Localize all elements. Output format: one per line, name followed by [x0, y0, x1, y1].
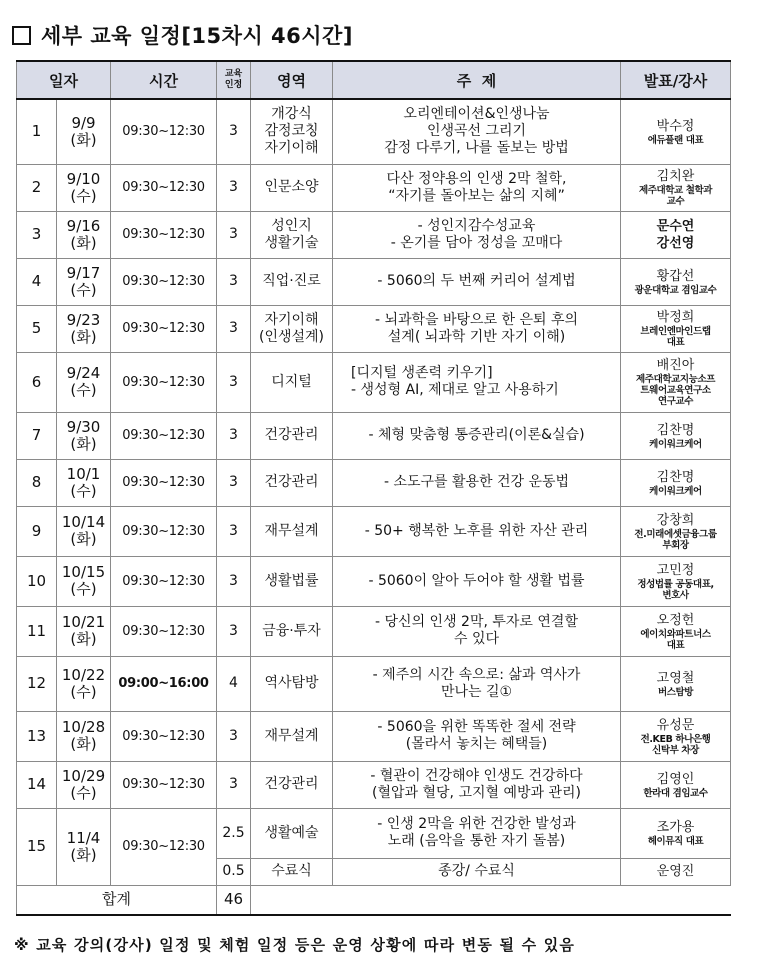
row-time: 09:30~12:30 [111, 352, 217, 412]
row-time: 09:30~12:30 [111, 412, 217, 459]
title-text: 세부 교육 일정[15차시 46시간] [41, 24, 353, 48]
row-date: 9/24 (수) [57, 352, 111, 412]
header-topic: 주 제 [333, 61, 621, 99]
row-area: 역사탐방 [251, 656, 333, 711]
row-date: 9/16 (화) [57, 211, 111, 258]
row-number: 13 [17, 711, 57, 761]
row-number: 6 [17, 352, 57, 412]
row-topic: - 성인지감수성교육 - 온기를 담아 정성을 꼬매다 [333, 211, 621, 258]
row-topic: - 소도구를 활용한 건강 운동법 [333, 459, 621, 506]
row-hours: 0.5 [217, 858, 251, 885]
total-hours: 46 [217, 885, 251, 915]
instructor-cell [621, 211, 731, 258]
instructor-cell [621, 506, 731, 556]
row-topic: - 체형 맞춤형 통증관리(이론&실습) [333, 412, 621, 459]
row-number: 15 [17, 808, 57, 885]
instructor-affiliation: 케이워크케어 [649, 438, 702, 450]
row-time: 09:30~12:30 [111, 606, 217, 656]
row-time: 09:30~12:30 [111, 711, 217, 761]
row-number: 5 [17, 305, 57, 352]
row-date: 9/17 (수) [57, 258, 111, 305]
instructor-cell [621, 656, 731, 711]
instructor-affiliation: 헤이뮤직 대표 [647, 836, 704, 847]
row-hours: 3 [217, 606, 251, 656]
instructor-cell [621, 556, 731, 606]
row-hours: 3 [217, 211, 251, 258]
row-date: 9/30 (화) [57, 412, 111, 459]
header-hours-text: 교육 인정 [224, 69, 243, 90]
instructor-affiliation: 한라대 겸임교수 [643, 787, 708, 799]
table-row [17, 606, 731, 656]
row-topic: - 5060이 알아 두어야 할 생활 법률 [333, 556, 621, 606]
row-date: 11/4 (화) [57, 808, 111, 885]
row-hours: 3 [217, 506, 251, 556]
row-time: 09:30~12:30 [111, 305, 217, 352]
instructor-cell [621, 99, 731, 164]
row-topic: [디지털 생존력 키우기] - 생성형 AI, 제대로 알고 사용하기 [333, 352, 621, 412]
row-date: 10/21 (화) [57, 606, 111, 656]
row-area: 건강관리 [251, 459, 333, 506]
header-area: 영역 [251, 61, 333, 99]
row-area: 성인지 생활기술 [251, 211, 333, 258]
table-row [17, 164, 731, 211]
header-date: 일자 [17, 61, 111, 99]
row-area: 재무설계 [251, 711, 333, 761]
instructor-cell [621, 858, 731, 885]
row-date: 10/15 (수) [57, 556, 111, 606]
instructor-cell [621, 412, 731, 459]
row-date: 10/29 (수) [57, 761, 111, 808]
instructor-name: 운영진 [656, 864, 695, 879]
row-date: 9/9 (화) [57, 99, 111, 164]
schedule-body [17, 99, 731, 915]
row-date: 9/23 (화) [57, 305, 111, 352]
instructor-affiliation: 제주대학교 철학과 교수 [638, 185, 713, 207]
row-number: 9 [17, 506, 57, 556]
row-time: 09:00~16:00 [111, 656, 217, 711]
row-hours: 3 [217, 164, 251, 211]
row-area: 직업·진로 [251, 258, 333, 305]
instructor-name: 김치완 [656, 169, 695, 184]
row-date: 10/28 (화) [57, 711, 111, 761]
row-area: 개강식 감정코칭 자기이해 [251, 99, 333, 164]
row-date: 10/14 (화) [57, 506, 111, 556]
table-row [17, 761, 731, 808]
instructor-name: 박정희 [656, 310, 695, 325]
row-date: 10/1 (수) [57, 459, 111, 506]
table-row [17, 258, 731, 305]
instructor-affiliation: 전.KEB 하나은행 신탁부 차장 [640, 733, 711, 756]
row-topic: 오리엔테이션&인생나눔 인생곡선 그리기 감정 다루기, 나를 돌보는 방법 [333, 99, 621, 164]
row-hours: 3 [217, 258, 251, 305]
header-instructor: 발표/강사 [621, 61, 731, 99]
table-row [17, 99, 731, 164]
checkbox-icon [12, 26, 31, 45]
row-hours: 3 [217, 99, 251, 164]
row-area: 건강관리 [251, 761, 333, 808]
total-row [17, 885, 731, 915]
instructor-cell [621, 352, 731, 412]
row-time: 09:30~12:30 [111, 99, 217, 164]
row-area: 자기이해 (인생설계) [251, 305, 333, 352]
instructor-cell [621, 258, 731, 305]
row-number: 3 [17, 211, 57, 258]
row-number: 1 [17, 99, 57, 164]
row-topic: - 제주의 시간 속으로: 삶과 역사가 만나는 길① [333, 656, 621, 711]
row-time: 09:30~12:30 [111, 164, 217, 211]
header-time: 시간 [111, 61, 217, 99]
row-hours: 3 [217, 556, 251, 606]
footnote: ※ 교육 강의(강사) 일정 및 체험 일정 등은 운영 상황에 따라 변동 될 수 있음 [14, 936, 576, 954]
table-row [17, 506, 731, 556]
row-hours: 3 [217, 711, 251, 761]
row-time: 09:30~12:30 [111, 808, 217, 885]
instructor-affiliation: 광운대학교 겸임교수 [634, 284, 717, 296]
instructor-cell [621, 606, 731, 656]
instructor-affiliation: 에듀플랜 대표 [647, 134, 704, 146]
row-time: 09:30~12:30 [111, 459, 217, 506]
table-row [17, 808, 731, 858]
row-date: 9/10 (수) [57, 164, 111, 211]
row-number: 12 [17, 656, 57, 711]
row-topic: 종강/ 수료식 [333, 858, 621, 885]
instructor-name: 김찬명 [656, 469, 695, 485]
instructor-name: 배진아 [656, 358, 695, 373]
row-area: 인문소양 [251, 164, 333, 211]
total-label: 합계 [17, 885, 217, 915]
row-area: 건강관리 [251, 412, 333, 459]
table-row [17, 459, 731, 506]
row-area: 재무설계 [251, 506, 333, 556]
row-number: 4 [17, 258, 57, 305]
schedule-table [16, 60, 731, 916]
instructor-cell [621, 305, 731, 352]
row-hours: 3 [217, 459, 251, 506]
instructor-affiliation: 케이워크케어 [649, 485, 702, 497]
instructor-name: 강창희 [656, 512, 695, 528]
row-hours: 3 [217, 761, 251, 808]
row-time: 09:30~12:30 [111, 761, 217, 808]
row-time: 09:30~12:30 [111, 258, 217, 305]
instructor-name: 조가용 [656, 820, 695, 835]
table-row [17, 556, 731, 606]
row-hours: 4 [217, 656, 251, 711]
instructor-affiliation: 정성법률 공동대표, 변호사 [637, 578, 714, 601]
instructor-cell [621, 711, 731, 761]
instructor-affiliation: 브레인엔마인드랩 대표 [640, 326, 711, 348]
table-row [17, 711, 731, 761]
row-area: 생활예술 [251, 808, 333, 858]
row-time: 09:30~12:30 [111, 211, 217, 258]
instructor-name: 박수정 [656, 118, 695, 134]
instructor-name: 유성문 [656, 717, 695, 733]
row-topic: - 5060의 두 번째 커리어 설계법 [333, 258, 621, 305]
row-hours: 3 [217, 352, 251, 412]
row-area: 생활법률 [251, 556, 333, 606]
row-time: 09:30~12:30 [111, 556, 217, 606]
instructor-name: 고영철 [656, 670, 695, 686]
row-topic: - 인생 2막을 위한 건강한 발성과 노래 (음악을 통한 자기 돌봄) [333, 808, 621, 858]
instructor-name: 황갑선 [656, 268, 695, 284]
instructor-cell [621, 164, 731, 211]
instructor-cell [621, 808, 731, 858]
row-area: 금융·투자 [251, 606, 333, 656]
table-row [17, 412, 731, 459]
instructor-affiliation: 전.미래에셋금융그룹 부회장 [634, 528, 717, 551]
row-date: 10/22 (수) [57, 656, 111, 711]
row-topic: 다산 정약용의 인생 2막 철학, “자기를 돌아보는 삶의 지혜” [333, 164, 621, 211]
row-hours: 2.5 [217, 808, 251, 858]
instructor-name: 고민정 [656, 562, 695, 578]
table-row [17, 656, 731, 711]
instructor-name: 문수연 강선영 [656, 218, 695, 251]
row-hours: 3 [217, 412, 251, 459]
instructor-name: 오정헌 [656, 612, 695, 628]
row-number: 14 [17, 761, 57, 808]
header-row [17, 61, 731, 99]
row-time: 09:30~12:30 [111, 506, 217, 556]
row-number: 7 [17, 412, 57, 459]
row-area: 디지털 [251, 352, 333, 412]
row-topic: - 50+ 행복한 노후를 위한 자산 관리 [333, 506, 621, 556]
table-row [17, 211, 731, 258]
row-number: 2 [17, 164, 57, 211]
instructor-affiliation: 에이치와파트너스 대표 [640, 628, 711, 651]
row-topic: - 5060을 위한 똑똑한 절세 전략 (몰라서 놓치는 혜택들) [333, 711, 621, 761]
total-blank [251, 885, 731, 915]
instructor-name: 김영인 [656, 771, 695, 787]
header-hours [217, 61, 251, 99]
instructor-cell [621, 761, 731, 808]
row-topic: - 뇌과학을 바탕으로 한 은퇴 후의 설계( 뇌과학 기반 자기 이해) [333, 305, 621, 352]
instructor-affiliation: 버스탐방 [657, 686, 694, 698]
page-title [12, 18, 353, 52]
row-number: 8 [17, 459, 57, 506]
table-row [17, 305, 731, 352]
row-number: 11 [17, 606, 57, 656]
row-topic: - 당신의 인생 2막, 투자로 연결할 수 있다 [333, 606, 621, 656]
instructor-affiliation: 제주대학교지능소프 트웨어교육연구소 연구교수 [636, 374, 716, 407]
row-area: 수료식 [251, 858, 333, 885]
row-topic: - 혈관이 건강해야 인생도 건강하다 (혈압과 혈당, 고지혈 예방과 관리) [333, 761, 621, 808]
table-row [17, 352, 731, 412]
instructor-cell [621, 459, 731, 506]
row-hours: 3 [217, 305, 251, 352]
instructor-name: 김찬명 [656, 422, 695, 438]
row-number: 10 [17, 556, 57, 606]
